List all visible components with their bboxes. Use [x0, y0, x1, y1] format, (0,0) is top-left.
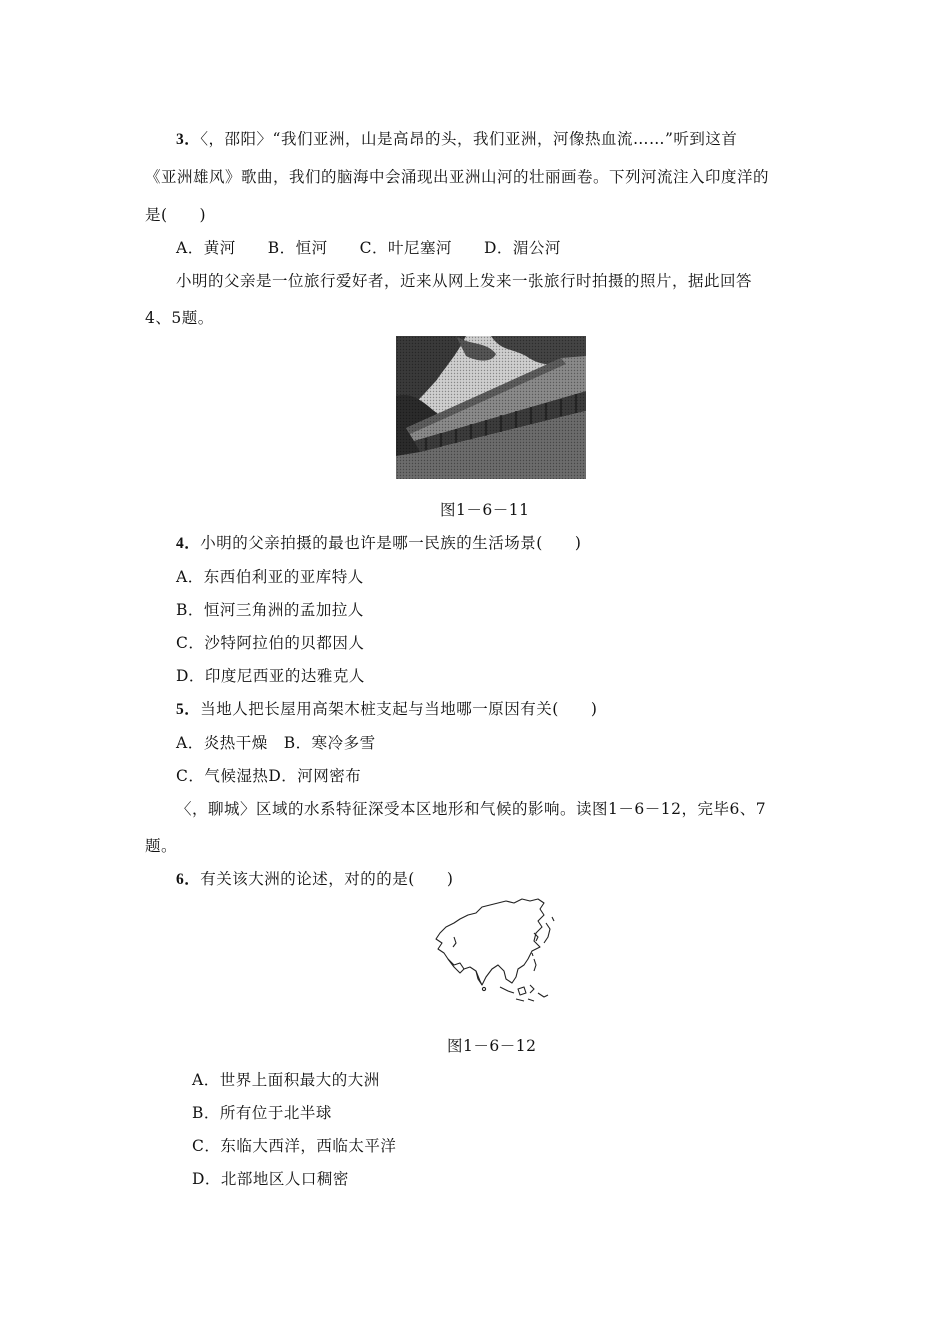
- q3-stem-1: 〈，邵阳〉“我们亚洲，山是高昂的头，我们亚洲，河像热血流……”听到这首: [200, 130, 738, 148]
- q5-number: 5．: [176, 701, 201, 718]
- q6-number: 6．: [176, 871, 201, 888]
- q3-line-2: 《亚洲雄风》歌曲，我们的脑海中会涌现出亚洲山河的壮丽画卷。下列河流注入印度洋的: [145, 168, 770, 186]
- intro67-line-2: 题。: [145, 837, 178, 855]
- q5-line: [176, 697, 597, 719]
- q6-option-b: B．所有位于北半球: [192, 1104, 332, 1122]
- q6-line: [176, 867, 453, 889]
- q3-options: A．黄河 B．恒河 C．叶尼塞河 D．湄公河: [176, 239, 561, 257]
- q6-stem: 有关该大洲的论述，对的的是( ): [200, 870, 454, 888]
- asia-outline-drawing: [426, 893, 566, 1008]
- q4-option-a: A．东西伯利亚的亚库特人: [176, 568, 364, 586]
- q4-option-d: D．印度尼西亚的达雅克人: [176, 667, 365, 685]
- intro45-line-1: 小明的父亲是一位旅行爱好者，近来从网上发来一张旅行时拍摄的照片，据此回答: [176, 272, 753, 290]
- q4-option-b: B．恒河三角洲的孟加拉人: [176, 601, 364, 619]
- q6-option-c: C．东临大西洋，西临太平洋: [192, 1137, 397, 1155]
- q5-options-2: C．气候湿热D．河网密布: [176, 767, 362, 785]
- q4-stem: 小明的父亲拍摄的最也许是哪一民族的生活场景( ): [200, 534, 582, 552]
- intro45-line-2: 4、5题。: [145, 309, 214, 327]
- intro67-line-1: 〈，聊城〉区域的水系特征深受本区地形和气候的影响。读图1－6－12，完毕6、7: [176, 800, 767, 818]
- q5-stem: 当地人把长屋用高架木桩支起与当地哪一原因有关( ): [200, 700, 598, 718]
- q4-number: 4．: [176, 535, 201, 552]
- figure-12-caption: 图1－6－12: [447, 1037, 537, 1055]
- longhouse-photo: [396, 336, 586, 479]
- asia-outline-map: [426, 893, 566, 1008]
- q6-option-a: A．世界上面积最大的大洲: [192, 1071, 380, 1089]
- q4-option-c: C．沙特阿拉伯的贝都因人: [176, 634, 365, 652]
- q5-options-1: A．炎热干燥 B．寒冷多雪: [176, 734, 376, 752]
- q6-option-d: D．北部地区人口稠密: [192, 1170, 349, 1188]
- q4-line: [176, 531, 581, 553]
- q3-number: 3．: [176, 131, 201, 148]
- q3-line-1: [176, 127, 737, 149]
- q3-line-3: 是( ): [145, 206, 207, 224]
- figure-11-caption: 图1－6－11: [440, 501, 530, 519]
- longhouse-photo-drawing: [396, 336, 586, 479]
